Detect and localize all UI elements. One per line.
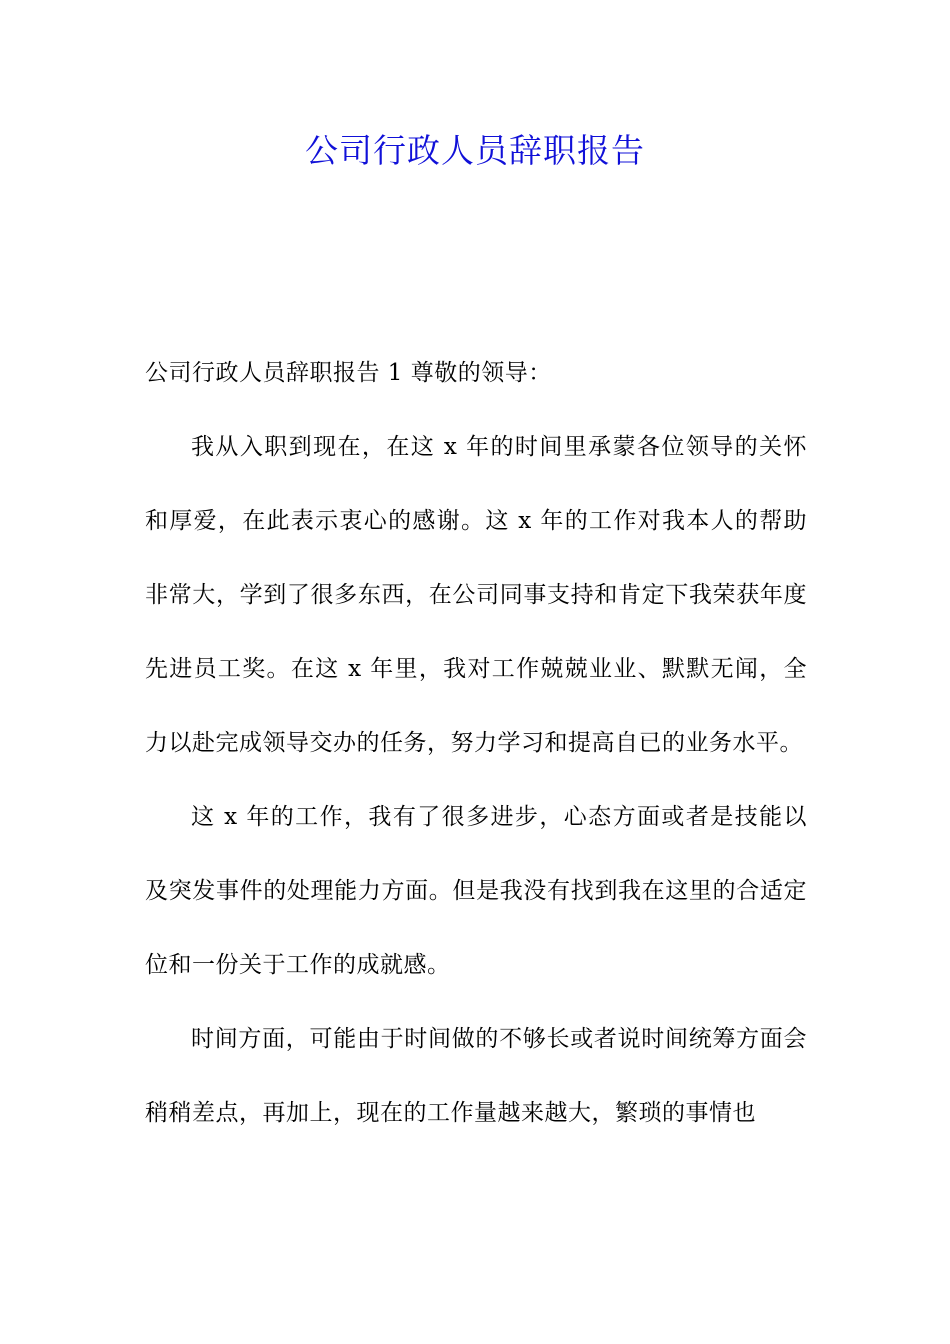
- document-body: [145, 336, 807, 1150]
- document-title: 公司行政人员辞职报告: [305, 131, 645, 170]
- greeting-line: 公司行政人员辞职报告 1 尊敬的领导：: [145, 360, 552, 386]
- paragraph-3: 时间方面，可能由于时间做的不够长或者说时间统筹方面会稍稍差点，再加上，现在的工作量越来越大，繁琐的事情也: [145, 1026, 807, 1126]
- paragraph-1: 我从入职到现在，在这 x 年的时间里承蒙各位领导的关怀和厚爱，在此表示衷心的感谢。这 x 年的工作对我本人的帮助非常大，学到了很多东西，在公司同事支持和肯定下我荣获年度先进员工奖。在这 x 年里，我对工作兢兢业业、默默无闻，全力以赴完成领导交办的任务，努力学习和提高自已的业务水平。: [145, 434, 807, 756]
- paragraph-2: 这 x 年的工作，我有了很多进步，心态方面或者是技能以及突发事件的处理能力方面。但是我没有找到我在这里的合适定位和一份关于工作的成就感。: [145, 804, 807, 978]
